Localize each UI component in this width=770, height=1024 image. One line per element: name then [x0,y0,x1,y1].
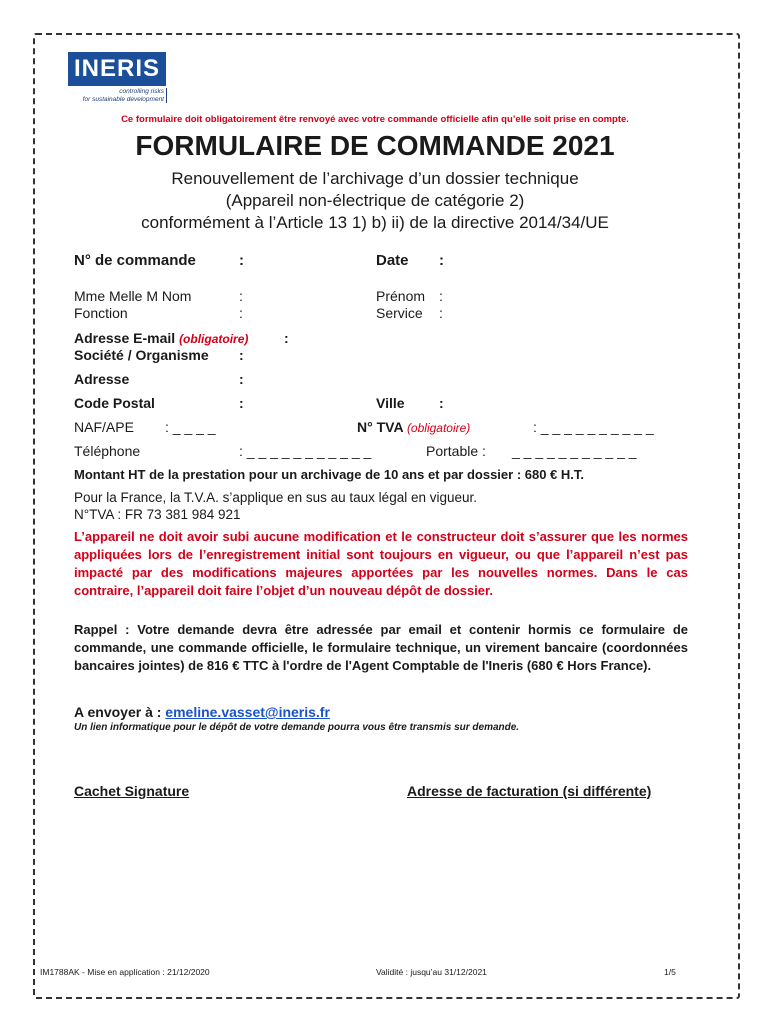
name-label: Mme Melle M Nom [74,288,192,304]
stamp-signature-label: Cachet Signature [74,783,190,799]
send-to [74,704,330,720]
function-label: Fonction [74,305,128,321]
subtitle-line-1: Renouvellement de l’archivage d’un dossier technique [171,169,579,188]
logo-tagline-2: for sustainable development [82,96,164,103]
mobile-label: Portable : [426,443,486,459]
footer-page-number: 1/5 [664,967,676,977]
footer-reference: IM1788AK - Mise en application : 21/12/2020 [40,967,210,977]
address-colon: : [239,371,244,387]
postal-code-label: Code Postal [74,395,155,411]
email-label-text: Adresse E-mail [74,330,176,346]
page-title: FORMULAIRE DE COMMANDE 2021 [135,130,615,161]
email-colon: : [284,330,289,346]
notice-text: Ce formulaire doit obligatoirement être renvoyé avec votre commande officielle afin qu’elle soit prise en compte. [121,114,629,125]
city-colon: : [439,395,444,411]
subtitle-line-3: conformément à l’Article 13 1) b) ii) de la directive 2014/34/UE [141,213,609,232]
mobile-blank: _ _ _ _ _ _ _ _ _ _ _ [512,443,637,459]
address-label: Adresse [74,371,130,387]
naf-label: NAF/APE [74,419,134,435]
tva-required: (obligatoire) [406,421,471,435]
phone-label: Téléphone [74,443,141,459]
tva-label [357,419,470,435]
function-colon: : [239,305,243,321]
ineris-logo: INERIS [68,52,166,86]
service-colon: : [439,305,443,321]
subtitle-line-2: (Appareil non-électrique de catégorie 2) [225,191,525,210]
date-colon: : [439,252,444,269]
warning-paragraph: L’appareil ne doit avoir subi aucune modification et le constructeur doit s’assurer que les normes appliquées lors de l’enregistrement initial sont toujours en vigueur, ou que l’appareil n’est pas impacté par des modifications majeures apportées par les nouvelles normes. Dans le cas contraire, l’appareil doit faire l’objet d’un nouveau dépôt de dossier. [74,529,688,598]
naf-blank: : _ _ _ _ [165,419,216,435]
service-label: Service [376,305,423,321]
send-note: Un lien informatique pour le dépôt de votre demande pourra vous être transmis sur demande. [74,722,520,733]
first-name-label: Prénom [376,288,426,304]
send-to-email-link[interactable]: emeline.vasset@ineris.fr [165,704,330,720]
company-colon: : [239,347,244,363]
logo-divider [166,88,167,103]
first-name-colon: : [439,288,443,304]
tva-label-text: N° TVA [357,419,404,435]
date-label: Date [376,252,409,269]
postal-code-colon: : [239,395,244,411]
email-label [74,330,248,346]
amount-text: Montant HT de la prestation pour un archivage de 10 ans et par dossier : 680 € H.T. [74,467,585,482]
phone-blank: : _ _ _ _ _ _ _ _ _ _ _ [239,443,372,459]
tva-blank: : _ _ _ _ _ _ _ _ _ _ [533,419,654,435]
logo-tagline-1: controlling risks [119,88,164,95]
send-to-label: A envoyer à : [74,704,162,720]
vat-note: Pour la France, la T.V.A. s’applique en sus au taux légal en vigueur. [74,490,478,505]
order-number-label: N° de commande [74,252,196,269]
billing-address-label: Adresse de facturation (si différente) [407,783,652,799]
footer-validity: Validité : jusqu’au 31/12/2021 [376,967,487,977]
city-label: Ville [376,395,405,411]
reminder-paragraph: Rappel : Votre demande devra être adressée par email et contenir hormis ce formulaire de commande, une commande officielle, le formulaire technique, un virement bancaire (coordonnées bancaires jointes) de 816 € TTC à l'ordre de l'Agent Comptable de l'Ineris (680 € Hors France). [74,622,688,673]
email-required: (obligatoire) [179,332,249,346]
company-label: Société / Organisme [74,347,209,363]
name-colon: : [239,288,243,304]
order-number-colon: : [239,252,244,269]
vat-number: N°TVA : FR 73 381 984 921 [74,507,241,522]
